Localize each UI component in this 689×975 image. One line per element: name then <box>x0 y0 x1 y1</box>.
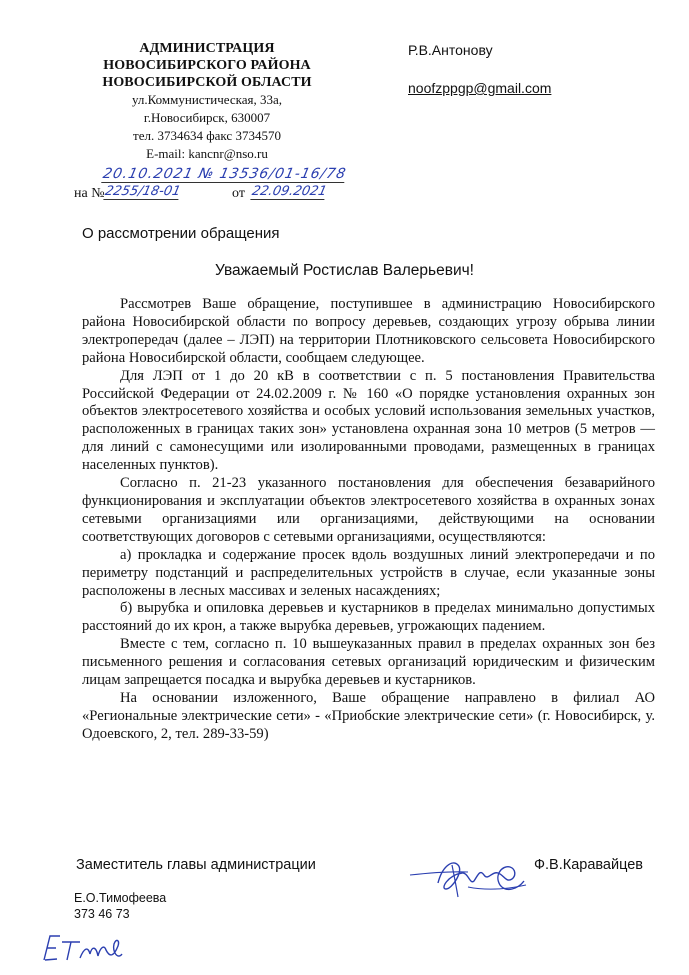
signatory-name: Ф.В.Каравайцев <box>534 857 644 873</box>
list-item-b: б) вырубка и опиловка деревьев и кустарников в пределах минимально допустимых расстояний до их крон, а также вырубка деревьев, угрожающих падением. <box>82 600 655 635</box>
incoming-number: 2255/18-01 <box>103 184 182 199</box>
org-name-line-1: АДМИНИСТРАЦИЯ <box>139 41 275 56</box>
executor-name: Е.О.Тимофеева <box>74 891 167 905</box>
phone-fax: тел. 3734634 факс 3734570 <box>133 128 281 143</box>
address-city: г.Новосибирск, 630007 <box>143 110 271 125</box>
incoming-date: 22.09.2021 <box>250 184 329 199</box>
recipient-name: Р.В.Антонову <box>408 42 493 58</box>
letterhead <box>72 40 342 163</box>
handwritten-initials <box>40 928 125 964</box>
address-street: ул.Коммунистическая, 33а, <box>131 92 282 107</box>
paragraph: Для ЛЭП от 1 до 20 кВ в соответствии с п. 5 постановления Правительства Российской Федерации от 24.02.2009 г. № 160 «О порядке установления охранных зон объектов электросетевого хозяйства и особых условий использования земельных участков, расположенных в границах таких зон» установлена охранная зона 10 метров (5 метров — для линий с самонесущими или изолированными проводами, размещенных в границах населенных пунктов). <box>82 367 655 474</box>
org-name-line-2: НОВОСИБИРСКОГО РАЙОНА <box>103 58 311 73</box>
org-name-line-3: НОВОСИБИРСКОЙ ОБЛАСТИ <box>102 75 312 90</box>
letter-subject: О рассмотрении обращения <box>82 225 280 242</box>
greeting: Уважаемый Ростислав Валерьевич! <box>215 262 474 279</box>
paragraph: На основании изложенного, Ваше обращение направлено в филиал АО «Региональные электрические сети» - «Приобские электрические сети» (г. Новосибирск, у. Одоевского, 2, тел. 289-33-59) <box>82 689 655 742</box>
executor-phone: 373 46 73 <box>74 907 130 921</box>
list-item-a: а) прокладка и содержание просек вдоль воздушных линий электропередачи и по периметру подстанций и распределительных устройств в случае, если указанные зоны расположены в лесных массивах и зеленых насаждениях; <box>82 546 655 599</box>
letterhead-email: E-mail: kancnr@nso.ru <box>146 146 268 161</box>
paragraph: Согласно п. 21-23 указанного постановления для обеспечения безаварийного функционирования и эксплуатации объектов электросетевого хозяйства в охранных зонах сетевыми организациями или организациями, действующими на основании соответствующих договоров с сетевыми организациями, осуществляются: <box>82 475 655 545</box>
from-label: от <box>232 186 245 201</box>
signatory-title: Заместитель главы администрации <box>76 857 316 873</box>
outgoing-date-number: 20.10.2021 № 13536/01-16/78 <box>101 166 348 182</box>
paragraph: Вместе с тем, согласно п. 10 вышеуказанных правил в пределах охранных зон без письменного решения и согласования сетевых организаций юридическим и физическим лицам запрещается посадка и вырубка деревьев и кустарников. <box>82 636 655 689</box>
letter-body <box>82 296 655 744</box>
reply-to-label: на № <box>74 186 105 201</box>
handwritten-signature <box>408 845 528 905</box>
paragraph: Рассмотрев Ваше обращение, поступившее в администрацию Новосибирского района Новосибирской области по вопросу деревьев, создающих угрозу обрыва линии электропередач (далее – ЛЭП) на территории Плотниковского сельсовета Новосибирского района Новосибирской области, сообщаем следующее. <box>82 296 655 366</box>
recipient-email-link[interactable]: noofzppgp@gmail.com <box>408 80 552 96</box>
